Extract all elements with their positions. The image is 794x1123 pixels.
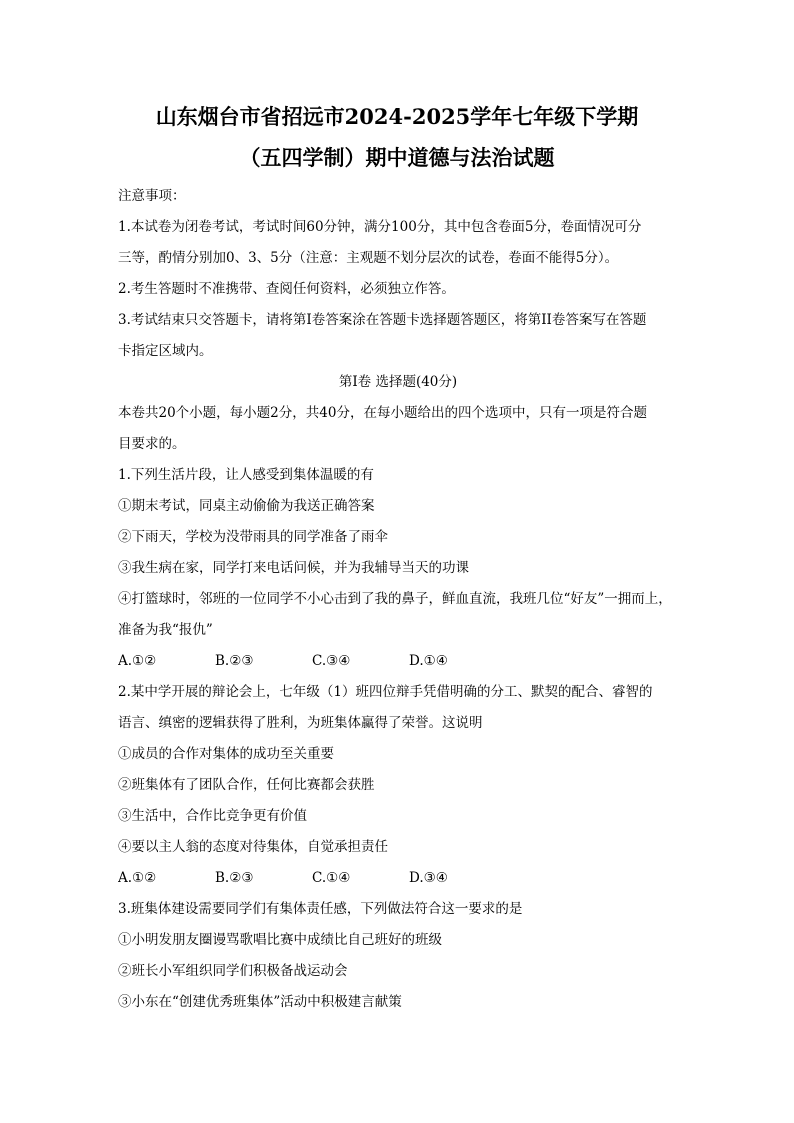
section-intro-line-1: 本卷共20个小题，每小题2分，共40分，在每小题给出的四个选项中，只有一项是符合题: [118, 405, 647, 421]
notice-item-1-line-2: 三等，酌情分别加0、3、5分（注意：主观题不划分层次的试卷，卷面不能得5分）。: [118, 250, 619, 266]
notice-heading: 注意事项：: [118, 188, 186, 204]
question-3-item-1: ①小明发朋友圈谩骂歌唱比赛中成绩比自己班好的班级: [118, 932, 442, 948]
question-1-option-b: B.②③: [215, 653, 254, 669]
question-2-item-2: ②班集体有了团队合作，任何比赛都会获胜: [118, 777, 375, 793]
exam-title-line-2: （五四学制）期中道德与法治试题: [239, 145, 555, 170]
question-1-item-2: ②下雨天，学校为没带雨具的同学准备了雨伞: [118, 529, 388, 545]
question-3-stem: 3.班集体建设需要同学们有集体责任感，下列做法符合这一要求的是: [118, 901, 523, 917]
question-2-option-b: B.②③: [215, 870, 254, 886]
question-1-option-c: C.③④: [312, 653, 351, 669]
question-2-options: [118, 863, 678, 894]
exam-title-line-1: 山东烟台市省招远市2024-2025学年七年级下学期: [155, 104, 639, 129]
question-2-item-4: ④要以主人翁的态度对待集体，自觉承担责任: [118, 839, 388, 855]
question-2-item-3: ③生活中，合作比竞争更有价值: [118, 808, 307, 824]
question-3-item-3: ③小东在“创建优秀班集体”活动中积极建言献策: [118, 994, 402, 1010]
question-1-item-4: ④打篮球时，邻班的一位同学不小心击到了我的鼻子，鲜血直流，我班几位“好友”一拥而上，: [118, 591, 672, 607]
question-1-option-d: D.①④: [409, 653, 448, 669]
question-2-stem-line-2: 语言、缜密的逻辑获得了胜利，为班集体赢得了荣誉。这说明: [118, 715, 483, 731]
question-2-option-a: A.①②: [118, 870, 157, 886]
question-2-option-c: C.①④: [312, 870, 351, 886]
exam-body: [118, 181, 678, 1018]
question-1-item-1: ①期末考试，同桌主动偷偷为我送正确答案: [118, 498, 375, 514]
question-1-item-3: ③我生病在家，同学打来电话问候，并为我辅导当天的功课: [118, 560, 469, 576]
question-3-item-2: ②班长小军组织同学们积极备战运动会: [118, 963, 348, 979]
section-intro-line-2: 目要求的。: [118, 436, 186, 452]
notice-item-1-line-1: 1.本试卷为闭卷考试，考试时间60分钟，满分100分，其中包含卷面5分，卷面情况可分: [118, 219, 642, 235]
notice-item-2: 2.考生答题时不准携带、查阅任何资料，必须独立作答。: [118, 281, 455, 297]
notice-item-3-line-2: 卡指定区域内。: [118, 343, 213, 359]
section-heading: 第I卷 选择题(40分): [338, 374, 458, 390]
question-1-options: [118, 646, 678, 677]
question-1-option-a: A.①②: [118, 653, 157, 669]
notice-item-3-line-1: 3.考试结束只交答题卡，请将第I卷答案涂在答题卡选择题答题区，将第II卷答案写在答题: [118, 312, 647, 328]
question-2-stem-line-1: 2.某中学开展的辩论会上，七年级（1）班四位辩手凭借明确的分工、默契的配合、睿智的: [118, 684, 653, 700]
question-1-stem: 1.下列生活片段，让人感受到集体温暖的有: [118, 467, 374, 483]
question-2-item-1: ①成员的合作对集体的成功至关重要: [118, 746, 334, 762]
question-2-option-d: D.③④: [409, 870, 448, 886]
question-1-item-4-cont: 准备为我“报仇”: [118, 622, 213, 638]
